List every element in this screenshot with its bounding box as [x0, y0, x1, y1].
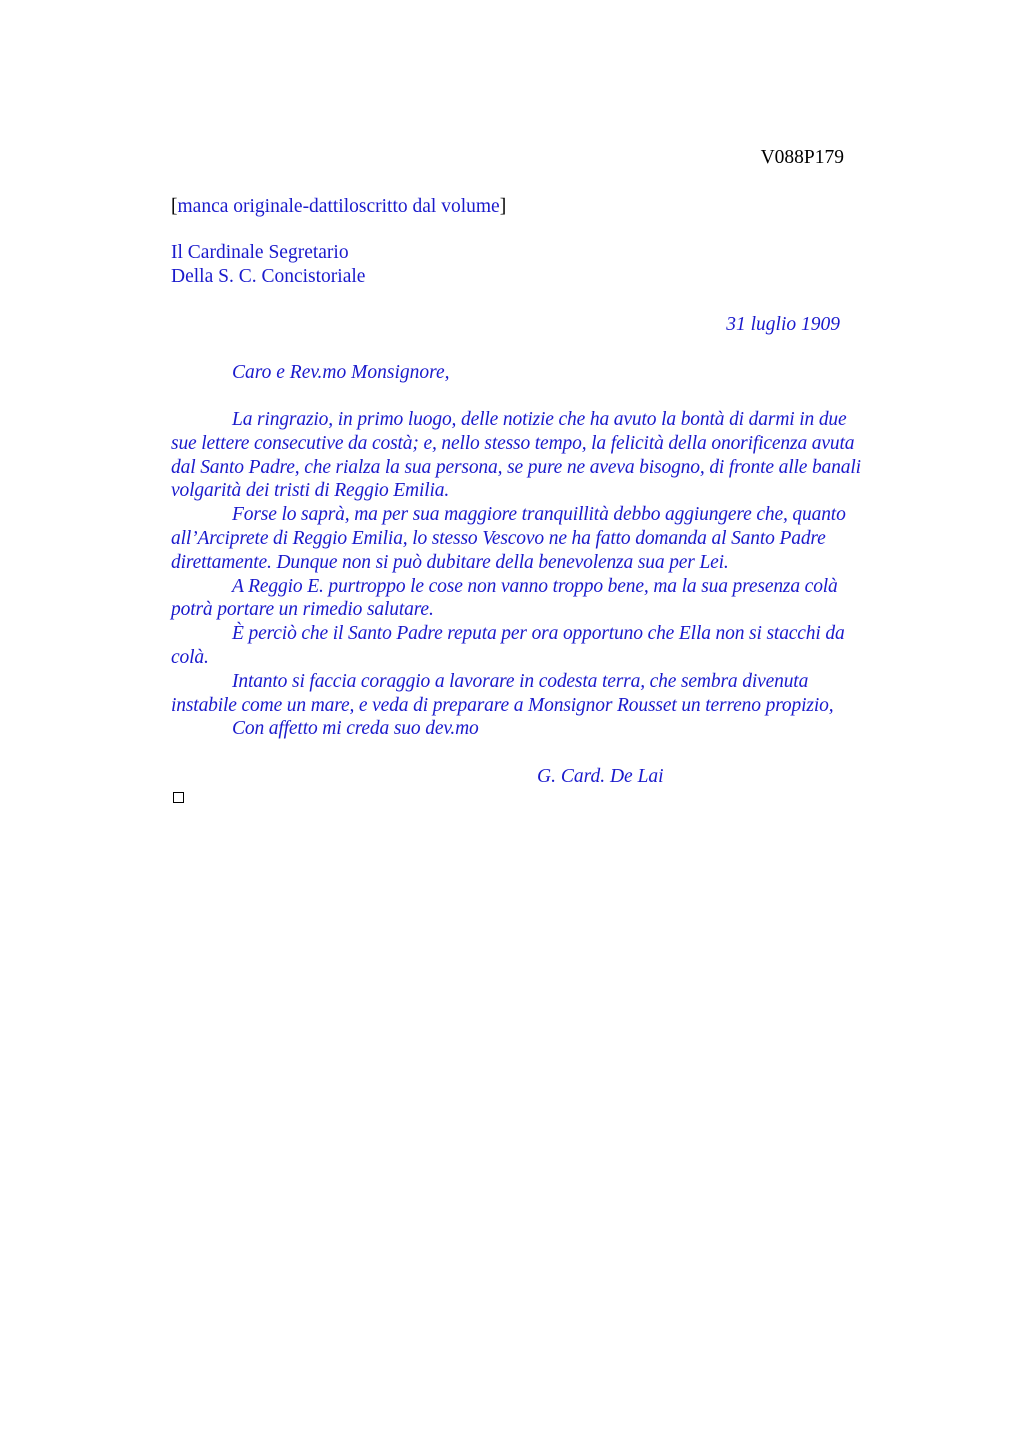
signature: G. Card. De Lai [537, 766, 664, 787]
paragraph-line: colà. [171, 646, 209, 668]
paragraph-1 [171, 408, 931, 503]
paragraph-3 [171, 575, 931, 623]
paragraph-line: dal Santo Padre, che rialza la sua persona, se pure ne aveva bisogno, di fronte alle banali [171, 456, 861, 478]
editorial-note [171, 195, 506, 219]
paragraph-line: Forse lo saprà, ma per sua maggiore tranquillità debbo aggiungere che, quanto [232, 504, 846, 526]
paragraph-line: sue lettere consecutive da costà; e, nello stesso tempo, la felicità della onorificenza avuta [171, 432, 855, 454]
paragraph-line: direttamente. Dunque non si può dubitare della benevolenza sua per Lei. [171, 551, 729, 573]
salutation: Caro e Rev.mo Monsignore, [232, 362, 450, 383]
paragraph-6 [171, 717, 931, 741]
sender-line-1: Il Cardinale Segretario [171, 242, 349, 263]
paragraph-line: Con affetto mi creda suo dev.mo [232, 718, 479, 740]
sender-line-2: Della S. C. Concistoriale [171, 266, 366, 287]
paragraph-line: potrà portare un rimedio salutare. [171, 599, 434, 621]
paragraph-line: A Reggio E. purtroppo le cose non vanno troppo bene, ma la sua presenza colà [232, 575, 838, 597]
end-marker-box-icon [173, 792, 184, 803]
paragraph-line: È perciò che il Santo Padre reputa per ora opportuno che Ella non si stacchi da [232, 623, 845, 645]
paragraph-line: La ringrazio, in primo luogo, delle notizie che ha avuto la bontà di darmi in due [232, 409, 847, 430]
reference-code: V088P179 [760, 147, 844, 168]
note-text: manca originale-dattiloscritto dal volume [177, 196, 500, 217]
paragraph-2 [171, 503, 931, 574]
note-close-bracket: ] [499, 196, 507, 217]
letter-body [171, 408, 931, 741]
paragraph-4 [171, 622, 931, 670]
paragraph-line: volgarità dei tristi di Reggio Emilia. [171, 480, 450, 502]
note-open-bracket: [ [171, 196, 178, 217]
paragraph-line: all’Arciprete di Reggio Emilia, lo stesso Vescovo ne ha fatto domanda al Santo Padre [171, 527, 826, 549]
paragraph-line: instabile come un mare, e veda di preparare a Monsignor Rousset un terreno propizio, [171, 694, 834, 716]
paragraph-line: Intanto si faccia coraggio a lavorare in codesta terra, che sembra divenuta [232, 670, 809, 692]
sender-block [171, 241, 365, 289]
paragraph-5 [171, 670, 931, 718]
letter-date: 31 luglio 1909 [726, 314, 840, 335]
